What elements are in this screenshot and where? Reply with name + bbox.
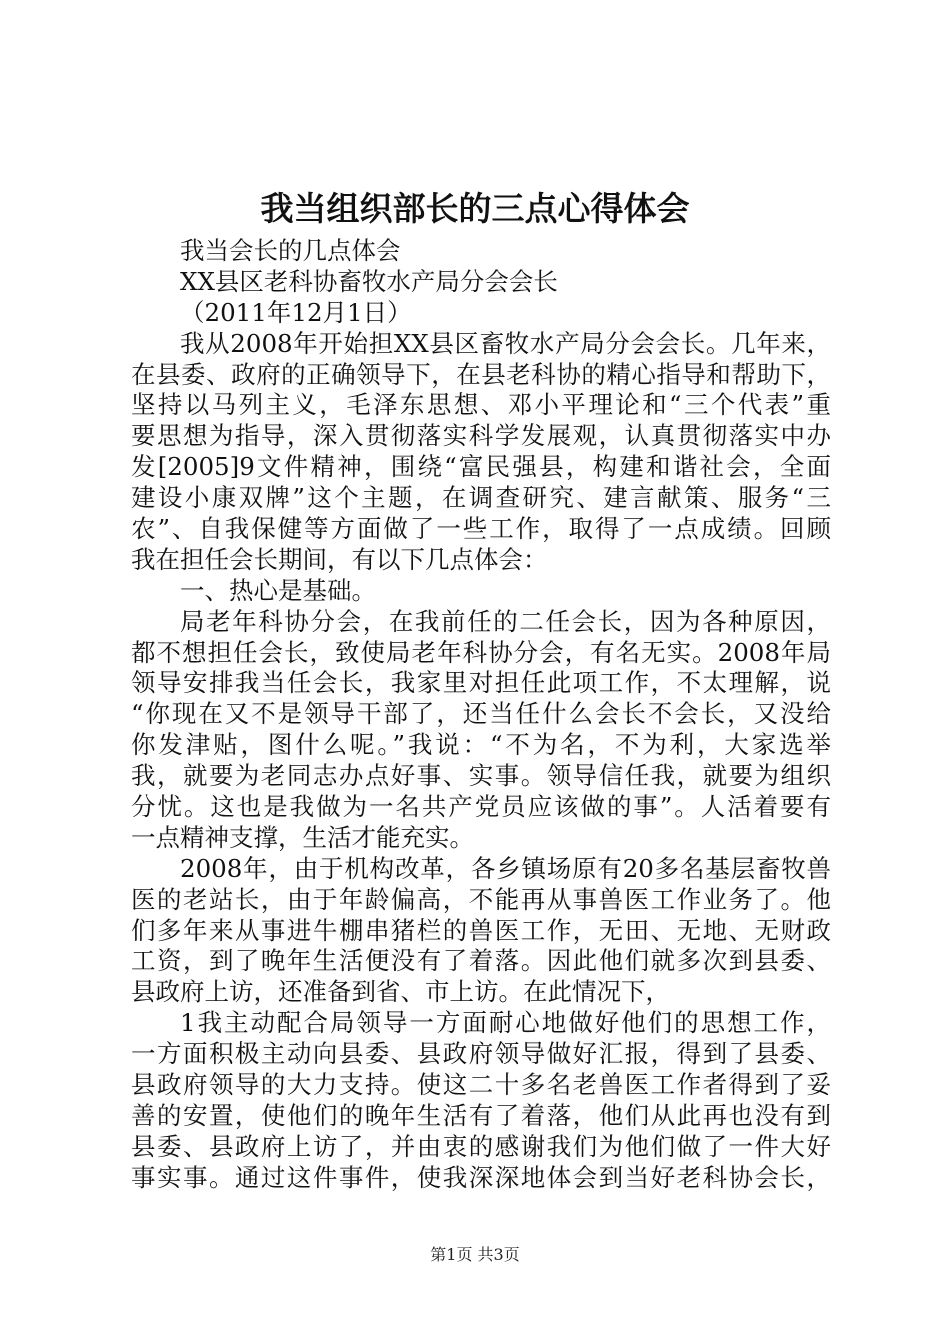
text-line: 事实事。通过这件事件，使我深深地体会到当好老科协会长， <box>131 1162 831 1192</box>
text-line: 一、热心是基础。 <box>180 575 376 605</box>
text-line: （2011年12月1日） <box>180 297 412 327</box>
text-line: 我当会长的几点体会 <box>180 236 401 265</box>
document-body <box>131 236 831 1194</box>
text-line: 1我主动配合局领导一方面耐心地做好他们的思想工作， <box>180 1008 831 1038</box>
text-line: 坚持以马列主义，毛泽东思想、邓小平理论和“三个代表”重 <box>131 390 831 420</box>
text-line: 分忧。这也是我做为一名共产党员应该做的事”。人活着要有 <box>131 792 831 822</box>
text-line: 我在担任会长期间，有以下几点体会： <box>131 544 548 574</box>
text-line: 都不想担任会长，致使局老年科协分会，有名无实。2008年局 <box>131 637 831 667</box>
text-line: 县委、县政府上访了，并由衷的感谢我们为他们做了一件大好 <box>131 1131 831 1161</box>
text-line: 们多年来从事进牛棚串猪栏的兽医工作，无田、无地、无财政 <box>131 915 831 945</box>
page-footer <box>0 1244 950 1266</box>
text-line: 农”、自我保健等方面做了一些工作，取得了一点成绩。回顾 <box>131 514 831 544</box>
text-line: 局老年科协分会，在我前任的二任会长，因为各种原因， <box>180 606 831 636</box>
text-line: 我从2008年开始担XX县区畜牧水产局分会会长。几年来， <box>180 328 831 358</box>
text-line: 我，就要为老同志办点好事、实事。领导信任我，就要为组织 <box>131 761 831 791</box>
text-line: 善的安置，使他们的晚年生活有了着落，他们从此再也没有到 <box>131 1100 831 1130</box>
text-line: 建设小康双牌”这个主题，在调查研究、建言献策、服务“三 <box>131 483 831 513</box>
text-line: 工资，到了晚年生活便没有了着落。因此他们就多次到县委、 <box>131 946 831 976</box>
text-line: 领导安排我当任会长，我家里对担任此项工作，不太理解，说 <box>131 668 831 698</box>
text-line: “你现在又不是领导干部了，还当任什么会长不会长，又没给 <box>131 699 831 729</box>
text-line: 一方面积极主动向县委、县政府领导做好汇报，得到了县委、 <box>131 1039 831 1069</box>
text-line: 2008年，由于机构改革，各乡镇场原有20多名基层畜牧兽 <box>180 853 831 883</box>
text-line: 要思想为指导，深入贯彻落实科学发展观，认真贯彻落实中办 <box>131 421 831 451</box>
text-line: 一点精神支撑，生活才能充实。 <box>131 822 474 852</box>
document-title: 我当组织部长的三点心得体会 <box>260 189 690 228</box>
text-line: XX县区老科协畜牧水产局分会会长 <box>180 266 558 296</box>
text-line: 医的老站长，由于年龄偏高，不能再从事兽医工作业务了。他 <box>131 884 831 914</box>
text-line: 县政府上访，还准备到省、市上访。在此情况下， <box>131 977 670 1007</box>
page-number-label: 第1页 共3页 <box>430 1245 520 1264</box>
text-line: 在县委、政府的正确领导下，在县老科协的精心指导和帮助下， <box>131 359 831 389</box>
text-line: 你发津贴，图什么呢。”我说：“不为名，不为利，大家选举 <box>131 730 831 760</box>
text-line: 发[2005]9文件精神，围绕“富民强县，构建和谐社会，全面 <box>131 452 831 482</box>
text-line: 县政府领导的大力支持。使这二十多名老兽医工作者得到了妥 <box>131 1070 831 1100</box>
